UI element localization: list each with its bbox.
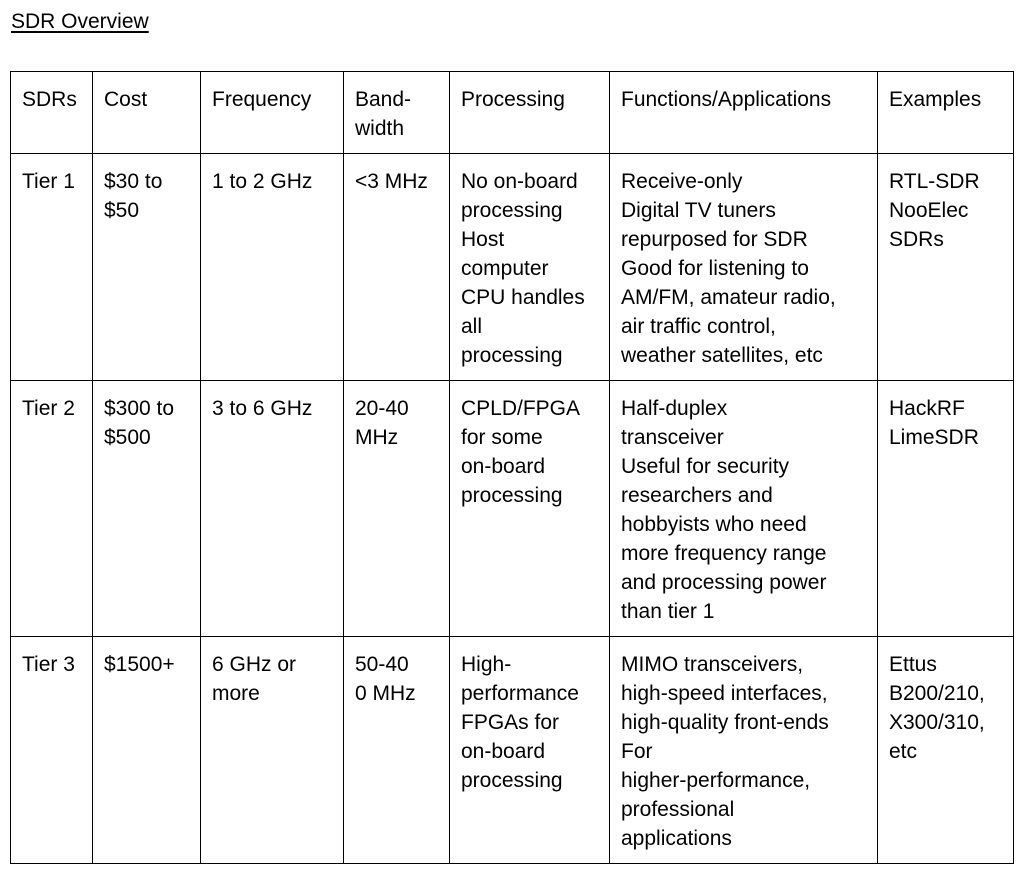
cell-line: processing [461, 484, 563, 507]
header-bandwidth [344, 72, 450, 154]
cell-bandwidth [344, 637, 450, 864]
cell-line: B200/210, [889, 682, 985, 705]
cell-line: High- [461, 653, 512, 676]
header-line: Cost [104, 88, 148, 111]
cell-cost [93, 381, 201, 637]
header-processing [450, 72, 610, 154]
cell-line: all [461, 315, 483, 338]
cell-line: weather satellites, etc [621, 344, 823, 367]
cell-line: Ettus [889, 653, 937, 676]
cell-line: $1500+ [104, 653, 175, 676]
header-line: Band- [355, 88, 412, 111]
cell-line: Tier 2 [22, 397, 75, 420]
cell-processing [450, 154, 610, 381]
cell-line: 1 to 2 GHz [212, 170, 313, 193]
cell-line: 20-40 [355, 397, 409, 420]
cell-line: than tier 1 [621, 600, 715, 623]
header-functions-applications [610, 72, 878, 154]
cell-line: MHz [355, 426, 399, 449]
cell-line: processing [461, 199, 563, 222]
cell-line: processing [461, 769, 563, 792]
cell-line: air traffic control, [621, 315, 776, 338]
cell-line: $500 [104, 426, 151, 449]
header-line: Frequency [212, 88, 312, 111]
header-line: Functions/Applications [621, 88, 832, 111]
cell-line: higher-performance, [621, 769, 811, 792]
cell-line: Digital TV tuners [621, 199, 776, 222]
header-line: SDRs [22, 88, 77, 111]
cell-line: high-speed interfaces, [621, 682, 828, 705]
cell-functions-applications [610, 381, 878, 637]
cell-line: No on-board [461, 170, 578, 193]
cell-sdrs [11, 637, 93, 864]
cell-line: and processing power [621, 571, 827, 594]
table-row [11, 637, 1014, 864]
header-sdrs [11, 72, 93, 154]
cell-sdrs [11, 154, 93, 381]
cell-functions-applications [610, 637, 878, 864]
cell-examples [878, 154, 1014, 381]
cell-line: Receive-only [621, 170, 743, 193]
header-examples [878, 72, 1014, 154]
cell-line: $30 to [104, 170, 163, 193]
cell-line: 6 GHz or [212, 653, 297, 676]
cell-functions-applications [610, 154, 878, 381]
cell-line: NooElec [889, 199, 969, 222]
cell-line: RTL-SDR [889, 170, 980, 193]
cell-line: applications [621, 827, 732, 850]
cell-line: HackRF [889, 397, 965, 420]
cell-line: SDRs [889, 228, 944, 251]
cell-line: on-board [461, 455, 546, 478]
cell-cost [93, 154, 201, 381]
cell-frequency [201, 381, 344, 637]
cell-line: etc [889, 740, 918, 763]
cell-line: Good for listening to [621, 257, 809, 280]
cell-processing [450, 637, 610, 864]
cell-line: computer [461, 257, 549, 280]
table-row [11, 381, 1014, 637]
cell-line: LimeSDR [889, 426, 979, 449]
cell-line: on-board [461, 740, 546, 763]
cell-examples [878, 381, 1014, 637]
cell-line: processing [461, 344, 563, 367]
sdr-overview-table [10, 71, 1014, 864]
cell-processing [450, 381, 610, 637]
cell-bandwidth [344, 154, 450, 381]
cell-line: hobbyists who need [621, 513, 807, 536]
cell-line: Useful for security [621, 455, 790, 478]
cell-line: more frequency range [621, 542, 827, 565]
cell-line: more [212, 682, 260, 705]
cell-line: For [621, 740, 653, 763]
cell-line: CPU handles [461, 286, 585, 309]
cell-line: <3 MHz [355, 170, 428, 193]
cell-line: AM/FM, amateur radio, [621, 286, 836, 309]
cell-line: CPLD/FPGA [461, 397, 581, 420]
cell-line: X300/310, [889, 711, 985, 734]
page-title: SDR Overview [11, 10, 149, 33]
header-line: Examples [889, 88, 982, 111]
cell-line: Half-duplex [621, 397, 728, 420]
cell-line: FPGAs for [461, 711, 560, 734]
cell-line: 0 MHz [355, 682, 416, 705]
cell-line: performance [461, 682, 579, 705]
cell-line: MIMO transceivers, [621, 653, 804, 676]
cell-line: $300 to [104, 397, 175, 420]
cell-line: repurposed for SDR [621, 228, 808, 251]
cell-line: transceiver [621, 426, 724, 449]
cell-line: researchers and [621, 484, 773, 507]
cell-cost [93, 637, 201, 864]
cell-line: 50-40 [355, 653, 409, 676]
cell-line: high-quality front-ends [621, 711, 829, 734]
header-frequency [201, 72, 344, 154]
header-line: Processing [461, 88, 565, 111]
table-header-row [11, 72, 1014, 154]
cell-line: professional [621, 798, 735, 821]
table-row [11, 154, 1014, 381]
cell-line: Tier 1 [22, 170, 75, 193]
cell-line: Host [461, 228, 505, 251]
cell-frequency [201, 154, 344, 381]
cell-examples [878, 637, 1014, 864]
cell-line: 3 to 6 GHz [212, 397, 313, 420]
cell-line: Tier 3 [22, 653, 75, 676]
cell-line: for some [461, 426, 543, 449]
cell-bandwidth [344, 381, 450, 637]
header-cost [93, 72, 201, 154]
cell-sdrs [11, 381, 93, 637]
cell-line: $50 [104, 199, 140, 222]
cell-frequency [201, 637, 344, 864]
header-line: width [355, 117, 405, 140]
